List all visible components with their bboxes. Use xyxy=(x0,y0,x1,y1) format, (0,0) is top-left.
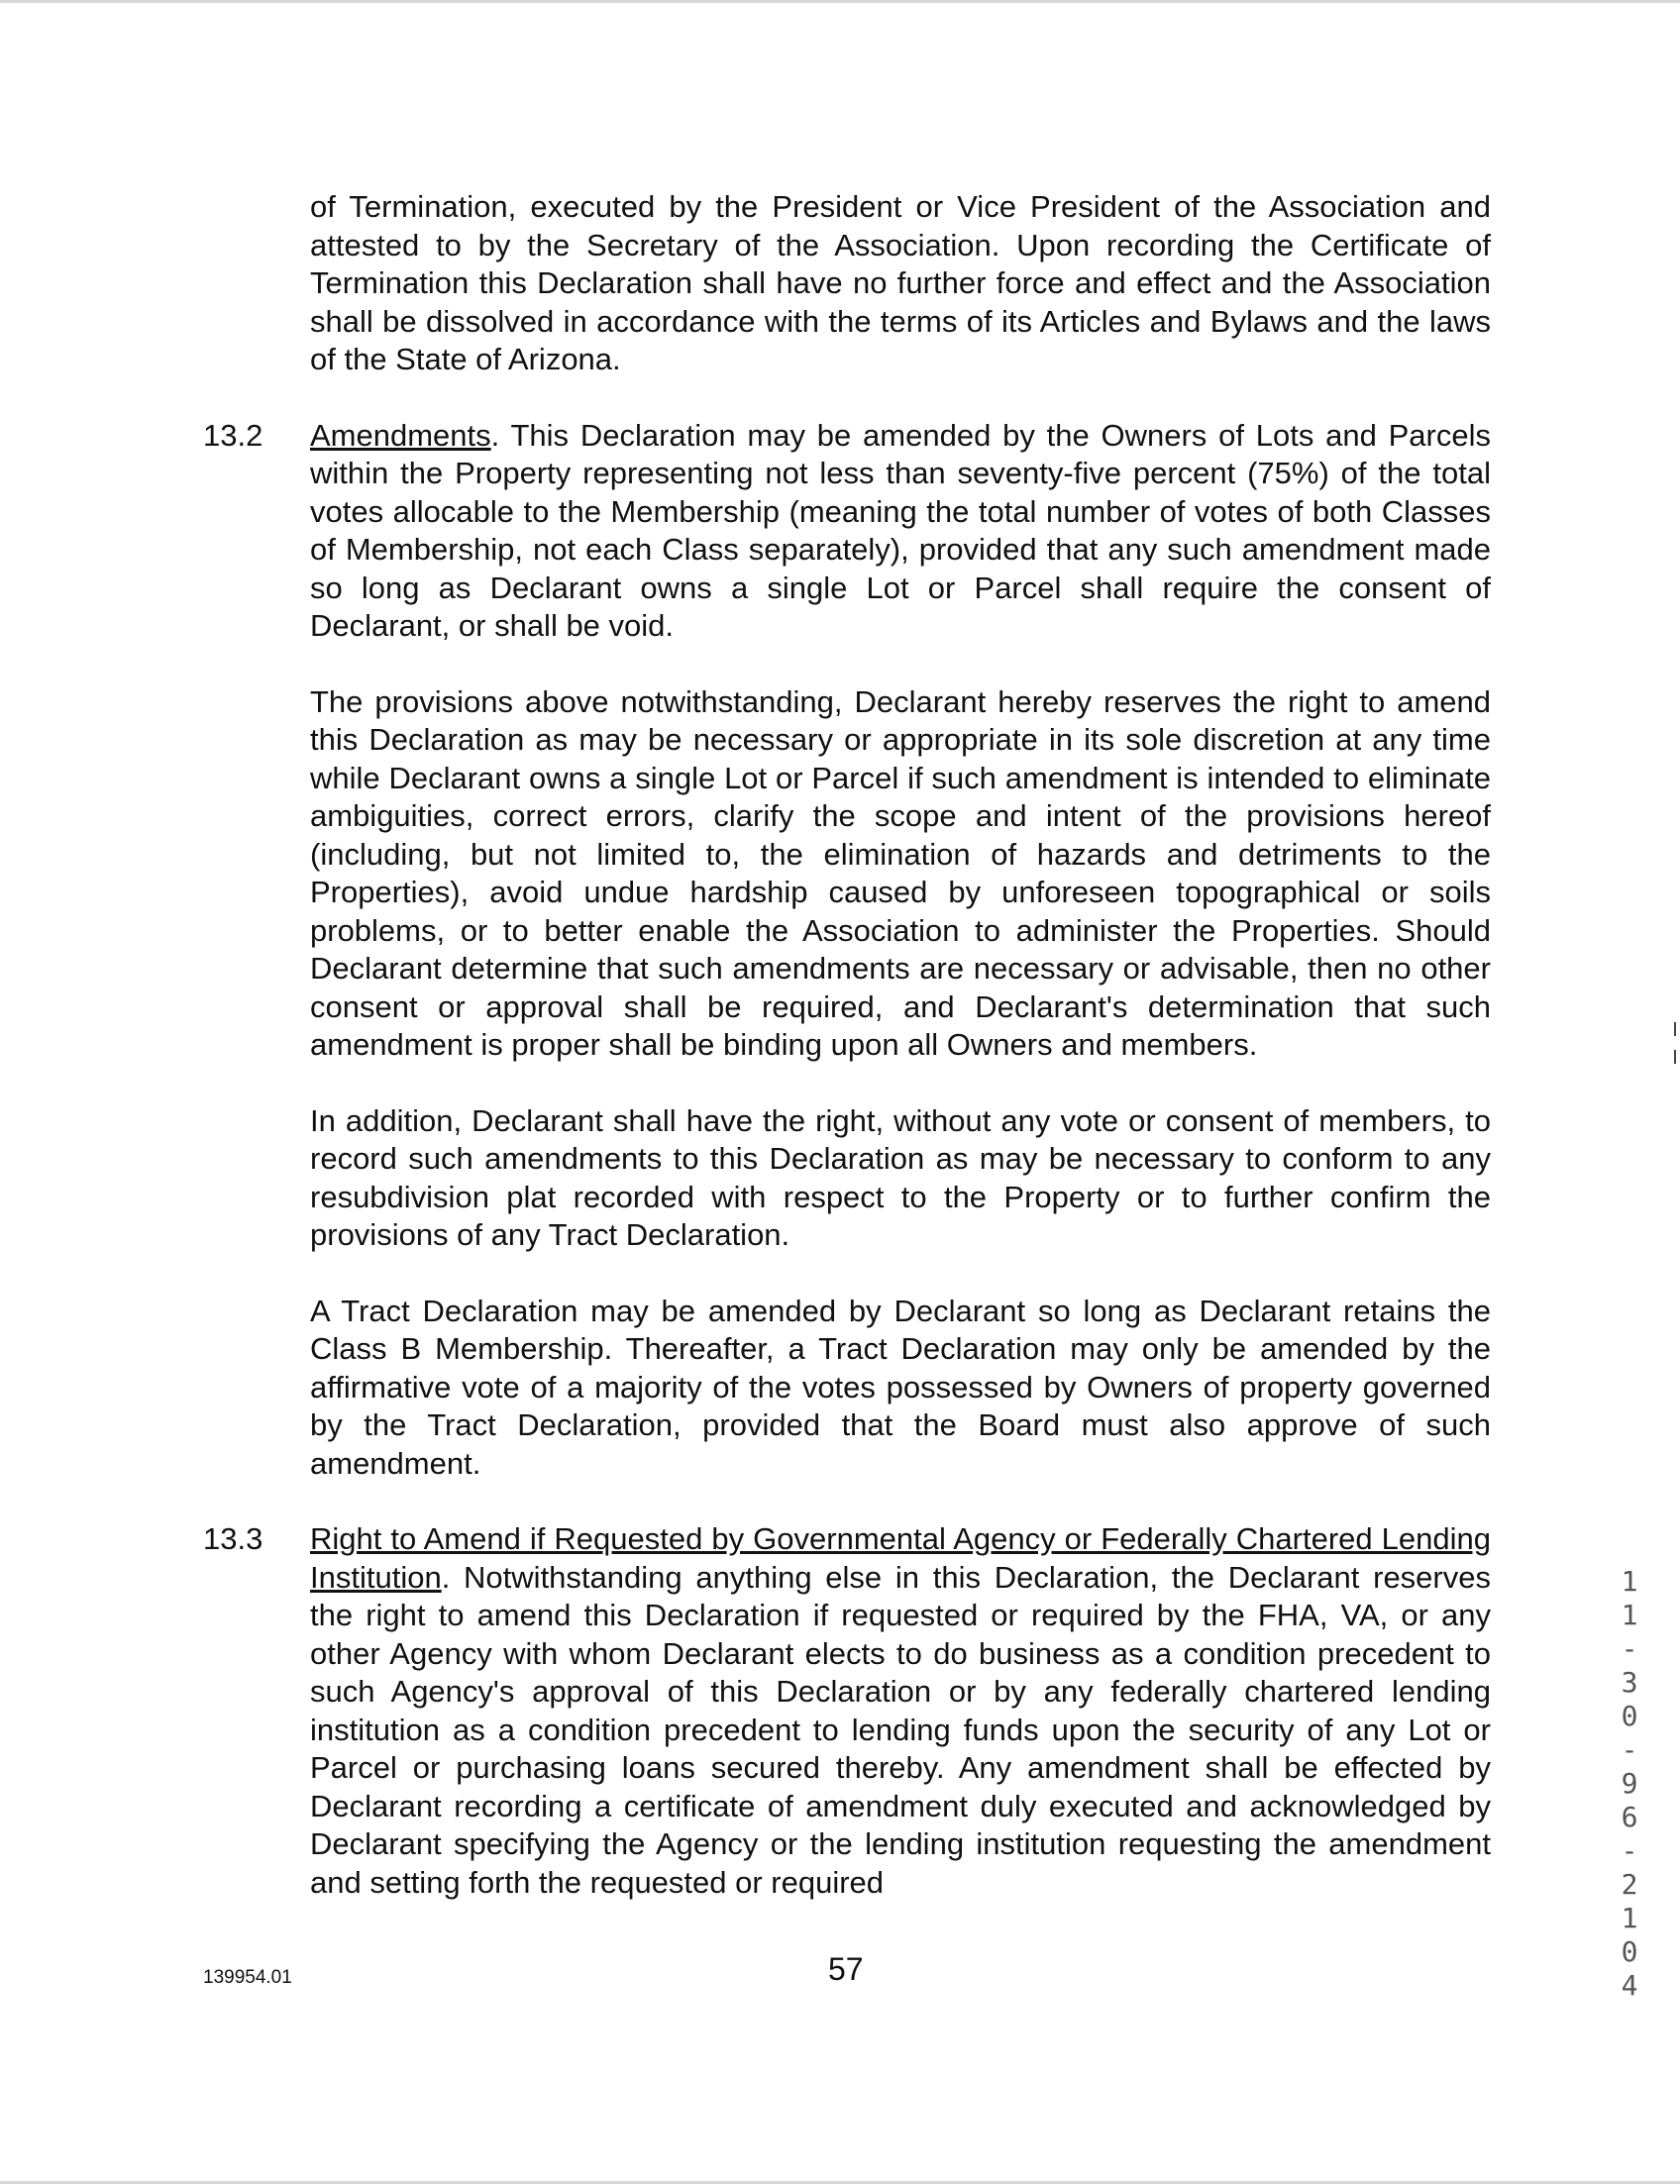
paragraph-tract-declaration: A Tract Declaration may be amended by Declarant so long as Declarant retains the Class B Membership. Thereafter, a Tract Declaration may only be amended by the affirmative vote of a majority of the votes possessed by Owners of property governed by the Tract Declaration, provided that the Board must also approve of such amendment. xyxy=(310,1293,1491,1481)
margin-mark xyxy=(1674,1022,1676,1036)
section-13-2-text xyxy=(310,417,1491,646)
paragraph-gap xyxy=(203,1483,1491,1520)
paragraph-gap xyxy=(203,1065,1491,1102)
page-top-edge xyxy=(0,0,1680,3)
section-number: 13.2 xyxy=(203,417,263,453)
section-13-2-body: . This Declaration may be amended by the Owners of Lots and Parcels within the Property representing not less than seventy-five percent (75%) of the total votes allocable to the Membership (meaning the total number of votes of both Classes of Membership, not each Class separately), provided that any such amendment made so long as Declarant owns a single Lot or Parcel shall require the consent of Declarant, or shall be void. xyxy=(310,417,1491,643)
recording-number-stamp: 11-30-96-2104 xyxy=(1621,1565,1638,2002)
margin-mark xyxy=(1674,1050,1676,1064)
section-13-3-text xyxy=(310,1520,1491,1902)
section-number: 13.3 xyxy=(203,1521,263,1556)
document-code: 139954.01 xyxy=(203,1967,292,1988)
paragraph-gap xyxy=(203,1255,1491,1293)
paragraph-termination-continued: of Termination, executed by the President or Vice President of the Association and attested to by the Secretary of the Association. Upon recording the Certificate of Termination this Declaration shall have no further force and effect and the Association shall be dissolved in accordance with the terms of its Articles and Bylaws and the laws of the State of Arizona. xyxy=(310,189,1491,376)
paragraph-in-addition: In addition, Declarant shall have the right, without any vote or consent of members, to record such amendments to this Declaration as may be necessary to conform to any resubdivision plat recorded with respect to the Property or to further confirm the provisions of any Tract Declaration. xyxy=(310,1102,1491,1252)
section-heading-amendments: Amendments xyxy=(310,417,491,453)
document-body xyxy=(203,188,1491,1902)
section-13-2 xyxy=(203,417,1491,646)
section-heading-right-to-amend: Right to Amend if Requested by Governmental Agency or Federally Chartered Lending Institution xyxy=(310,1521,1491,1595)
paragraph-gap xyxy=(203,646,1491,683)
paragraph-declarant-reserves: The provisions above notwithstanding, Declarant hereby reserves the right to amend this Declaration as may be necessary or appropriate in its sole discretion at any time while Declarant owns a single Lot or Parcel if such amendment is intended to eliminate ambiguities, correct errors, clarify the scope and intent of the provisions hereof (including, but not limited to, the elimination of hazards and detriments to the Properties), avoid undue hardship caused by unforeseen topographical or soils problems, or to better enable the Association to administer the Properties. Should Declarant determine that such amendments are necessary or advisable, then no other consent or approval shall be required, and Declarant's determination that such amendment is proper shall be binding upon all Owners and members. xyxy=(310,683,1491,1062)
page-number: 57 xyxy=(828,1951,864,1987)
section-13-3 xyxy=(203,1520,1491,1902)
paragraph-gap xyxy=(203,379,1491,417)
section-13-3-body: . Notwithstanding anything else in this Declaration, the Declarant reserves the right to amend this Declaration if requested or required by the FHA, VA, or any other Agency with whom Declarant elects to do business as a condition precedent to such Agency's approval of this Declaration or by any federally chartered lending institution as a condition precedent to lending funds upon the security of any Lot or Parcel or purchasing loans secured thereby. Any amendment shall be effected by Declarant recording a certificate of amendment duly executed and acknowledged by Declarant specifying the Agency or the lending institution requesting the amendment and setting forth the requested or required xyxy=(310,1559,1491,1900)
